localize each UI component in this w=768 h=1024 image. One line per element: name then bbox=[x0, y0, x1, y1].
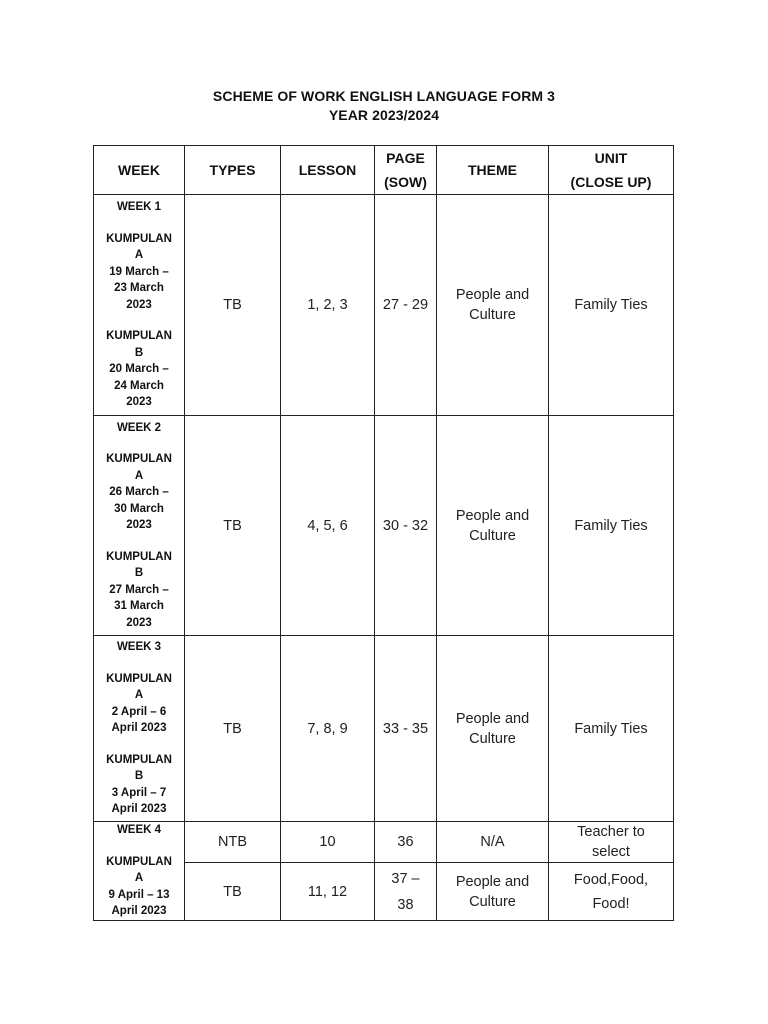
spacer bbox=[94, 534, 184, 549]
header-theme: THEME bbox=[437, 146, 549, 195]
group-a-line: 9 April – 13 bbox=[108, 888, 170, 901]
header-unit-line1: UNIT bbox=[594, 150, 628, 166]
page-cell: 36 bbox=[375, 822, 437, 863]
group-a-line: 2023 bbox=[126, 298, 152, 311]
spacer bbox=[94, 839, 184, 854]
theme-cell-line: People and bbox=[455, 287, 530, 303]
document-title: SCHEME OF WORK ENGLISH LANGUAGE FORM 3 bbox=[212, 88, 556, 104]
page-cell bbox=[375, 863, 437, 921]
table-row bbox=[94, 822, 674, 863]
week-label: WEEK 3 bbox=[116, 641, 162, 654]
unit-cell-line: select bbox=[592, 844, 630, 860]
page-cell-line: 37 – bbox=[391, 870, 420, 887]
types-cell: TB bbox=[185, 195, 281, 416]
group-a-line: 23 March bbox=[114, 282, 164, 295]
lesson-cell: 10 bbox=[281, 822, 375, 863]
group-b-line: 3 April – 7 bbox=[111, 786, 167, 799]
header-row bbox=[94, 146, 674, 195]
spacer bbox=[94, 436, 184, 451]
theme-cell-line: Culture bbox=[469, 527, 516, 544]
types-cell: TB bbox=[185, 863, 281, 921]
header-unit-line2: (CLOSE UP) bbox=[570, 174, 652, 190]
types-cell: TB bbox=[185, 416, 281, 636]
scheme-of-work-table bbox=[93, 145, 674, 921]
page-cell-line: 38 bbox=[397, 896, 414, 913]
theme-cell-line: N/A bbox=[480, 834, 505, 850]
group-b-line: 27 March – bbox=[109, 583, 169, 596]
lesson-cell: 11, 12 bbox=[281, 863, 375, 921]
page-cell: 33 - 35 bbox=[375, 636, 437, 822]
group-a-line: KUMPULAN bbox=[106, 453, 172, 466]
unit-cell-line: Food! bbox=[592, 895, 630, 912]
types-cell: NTB bbox=[185, 822, 281, 863]
unit-cell bbox=[549, 863, 674, 921]
week-cell bbox=[94, 416, 185, 636]
header-page bbox=[375, 146, 437, 195]
theme-cell bbox=[437, 636, 549, 822]
unit-cell bbox=[549, 416, 674, 636]
table-row bbox=[94, 416, 674, 636]
group-b-line: 2023 bbox=[126, 616, 152, 629]
group-b-line: 31 March bbox=[114, 600, 164, 613]
group-a-line: KUMPULAN bbox=[106, 855, 172, 868]
unit-cell bbox=[549, 822, 674, 863]
group-b-line: KUMPULAN bbox=[106, 753, 172, 766]
theme-cell-line: People and bbox=[455, 710, 530, 727]
group-a-line: April 2023 bbox=[111, 905, 167, 918]
types-cell: TB bbox=[185, 636, 281, 822]
group-a-line: KUMPULAN bbox=[106, 232, 172, 245]
group-a-line: A bbox=[134, 872, 144, 885]
group-a-line: 30 March bbox=[114, 502, 164, 515]
week-label: WEEK 4 bbox=[116, 824, 162, 837]
lesson-cell: 4, 5, 6 bbox=[281, 416, 375, 636]
theme-cell-line: People and bbox=[455, 507, 530, 524]
theme-cell-line: Culture bbox=[469, 893, 516, 910]
page-cell: 30 - 32 bbox=[375, 416, 437, 636]
spacer bbox=[94, 656, 184, 671]
group-a-line: KUMPULAN bbox=[106, 672, 172, 685]
header-unit bbox=[549, 146, 674, 195]
group-a-line: A bbox=[134, 249, 144, 262]
group-a-line: A bbox=[134, 469, 144, 482]
spacer bbox=[94, 216, 184, 231]
group-b-line: 2023 bbox=[126, 396, 152, 409]
group-a-line: A bbox=[134, 689, 144, 702]
group-b-line: April 2023 bbox=[111, 803, 167, 816]
group-b-line: B bbox=[134, 567, 144, 580]
group-b-line: 20 March – bbox=[109, 363, 169, 376]
header-types: TYPES bbox=[185, 146, 281, 195]
group-a-line: 2023 bbox=[126, 519, 152, 532]
group-b-line: KUMPULAN bbox=[106, 330, 172, 343]
page-cell: 27 - 29 bbox=[375, 195, 437, 416]
theme-cell-line: Culture bbox=[469, 730, 516, 747]
unit-cell-line: Family Ties bbox=[574, 297, 648, 313]
table-row bbox=[94, 636, 674, 822]
unit-cell-line: Teacher to bbox=[577, 824, 645, 840]
theme-cell bbox=[437, 863, 549, 921]
theme-cell-line: Culture bbox=[469, 307, 516, 323]
unit-cell-line: Food,Food, bbox=[573, 871, 649, 888]
group-b-line: KUMPULAN bbox=[106, 550, 172, 563]
header-page-line2: (SOW) bbox=[384, 174, 427, 190]
document-subtitle: YEAR 2023/2024 bbox=[328, 107, 440, 123]
header-week: WEEK bbox=[94, 146, 185, 195]
spacer bbox=[94, 313, 184, 328]
group-a-line: 26 March – bbox=[109, 486, 169, 499]
group-a-line: 2 April – 6 bbox=[111, 705, 167, 718]
week-label: WEEK 1 bbox=[116, 201, 162, 214]
group-a-line: April 2023 bbox=[111, 722, 167, 735]
group-b-line: B bbox=[134, 346, 144, 359]
group-a-line: 19 March – bbox=[109, 265, 169, 278]
week-cell bbox=[94, 636, 185, 822]
week-cell bbox=[94, 195, 185, 416]
lesson-cell: 7, 8, 9 bbox=[281, 636, 375, 822]
header-page-line1: PAGE bbox=[386, 150, 425, 166]
unit-cell bbox=[549, 195, 674, 416]
theme-cell-line: People and bbox=[455, 873, 530, 890]
theme-cell bbox=[437, 822, 549, 863]
table-row bbox=[94, 195, 674, 416]
theme-cell bbox=[437, 195, 549, 416]
unit-cell-line: Family Ties bbox=[574, 720, 648, 737]
spacer bbox=[94, 737, 184, 752]
lesson-cell: 1, 2, 3 bbox=[281, 195, 375, 416]
week-label: WEEK 2 bbox=[116, 421, 162, 434]
group-b-line: B bbox=[134, 770, 144, 783]
week-cell bbox=[94, 822, 185, 921]
group-b-line: 24 March bbox=[114, 379, 164, 392]
header-lesson: LESSON bbox=[281, 146, 375, 195]
unit-cell bbox=[549, 636, 674, 822]
theme-cell bbox=[437, 416, 549, 636]
unit-cell-line: Family Ties bbox=[574, 517, 648, 534]
